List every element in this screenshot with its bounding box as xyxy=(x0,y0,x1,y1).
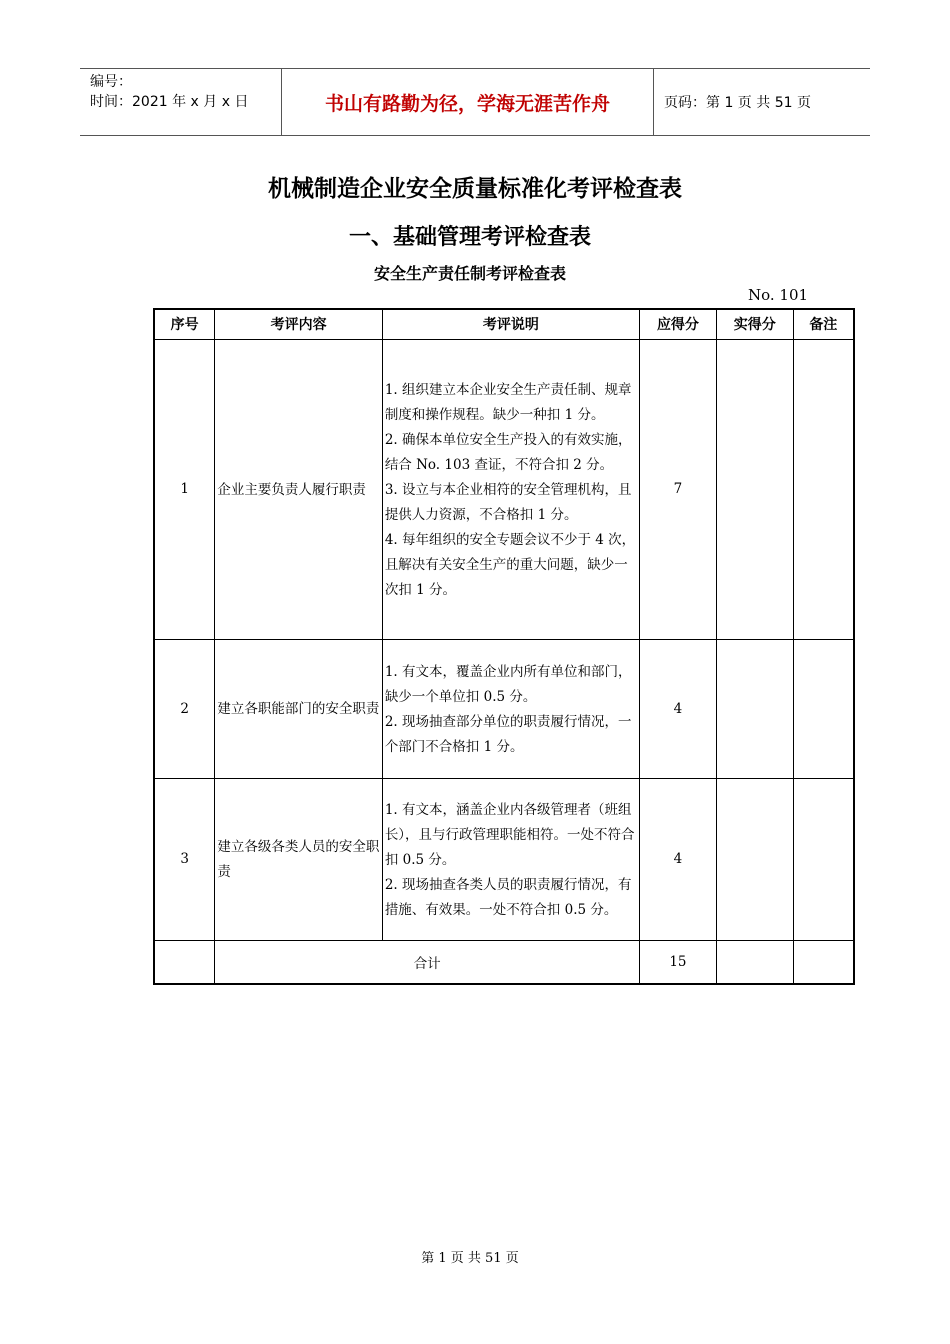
row-score: 7 xyxy=(640,339,717,639)
description-item: 1. 有文本，覆盖企业内所有单位和部门，缺少一个单位扣 0.5 分。 xyxy=(384,663,632,705)
description-item: 2. 现场抽查部分单位的职责履行情况，一个部门不合格扣 1 分。 xyxy=(384,713,632,755)
header-date-label: 时间：2021 年 x 月 x 日 xyxy=(90,94,249,110)
row-description xyxy=(382,339,639,639)
header-cell-desc: 考评说明 xyxy=(382,309,639,339)
row-number: 3 xyxy=(154,778,215,940)
row-remark[interactable] xyxy=(793,778,854,940)
table-row xyxy=(154,339,854,639)
header-page-info: 页码：第 1 页 共 51 页 xyxy=(664,95,811,111)
row-remark[interactable] xyxy=(793,339,854,639)
header-cell-actual: 实得分 xyxy=(716,309,793,339)
row-score: 4 xyxy=(640,639,717,778)
header-meta xyxy=(80,69,282,135)
row-actual-score[interactable] xyxy=(716,639,793,778)
row-description xyxy=(382,778,639,940)
total-row xyxy=(154,940,854,984)
table-title: 安全生产责任制考评检查表 xyxy=(373,264,566,283)
description-item: 4. 每年组织的安全专题会议不少于 4 次，且解决有关安全生产的重大问题，缺少一次扣 1 分。 xyxy=(384,531,636,598)
description-item: 1. 组织建立本企业安全生产责任制、规章制度和操作规程。缺少一种扣 1 分。 xyxy=(384,381,632,423)
page-footer: 第 1 页 共 51 页 xyxy=(421,1251,519,1266)
evaluation-table xyxy=(153,308,855,985)
description-item: 2. 现场抽查各类人员的职责履行情况，有措施、有效果。一处不符合扣 0.5 分。 xyxy=(384,876,632,918)
table-header-row xyxy=(154,309,854,339)
total-label: 合计 xyxy=(215,940,640,984)
total-row-number xyxy=(154,940,215,984)
table-row xyxy=(154,639,854,778)
row-content: 企业主要负责人履行职责 xyxy=(215,339,382,639)
page-header xyxy=(80,68,870,136)
document-number: No. 101 xyxy=(748,286,809,304)
header-number-label: 编号： xyxy=(90,74,132,90)
row-number: 2 xyxy=(154,639,215,778)
header-cell-remark: 备注 xyxy=(793,309,854,339)
header-cell-content: 考评内容 xyxy=(215,309,382,339)
document-title: 机械制造企业安全质量标准化考评检查表 xyxy=(268,176,682,202)
row-content: 建立各级各类人员的安全职责 xyxy=(215,778,382,940)
row-remark[interactable] xyxy=(793,639,854,778)
row-score: 4 xyxy=(640,778,717,940)
row-number: 1 xyxy=(154,339,215,639)
row-content: 建立各职能部门的安全职责 xyxy=(215,639,382,778)
description-item: 3. 设立与本企业相符的安全管理机构，且提供人力资源，不合格扣 1 分。 xyxy=(384,481,632,523)
header-cell-no: 序号 xyxy=(154,309,215,339)
total-actual-score[interactable] xyxy=(716,940,793,984)
section-title: 一、基础管理考评检查表 xyxy=(348,225,591,250)
row-actual-score[interactable] xyxy=(716,778,793,940)
header-cell-score: 应得分 xyxy=(640,309,717,339)
total-remark[interactable] xyxy=(793,940,854,984)
row-actual-score[interactable] xyxy=(716,339,793,639)
row-description xyxy=(382,639,639,778)
description-item: 1. 有文本，涵盖企业内各级管理者（班组长），且与行政管理职能相符。一处不符合扣 0.5 分。 xyxy=(384,801,635,868)
total-score: 15 xyxy=(640,940,717,984)
header-motto: 书山有路勤为径，学海无涯苦作舟 xyxy=(282,69,654,135)
table-row xyxy=(154,778,854,940)
description-item: 2. 确保本单位安全生产投入的有效实施，结合 No. 103 查证，不符合扣 2 分。 xyxy=(384,431,632,473)
